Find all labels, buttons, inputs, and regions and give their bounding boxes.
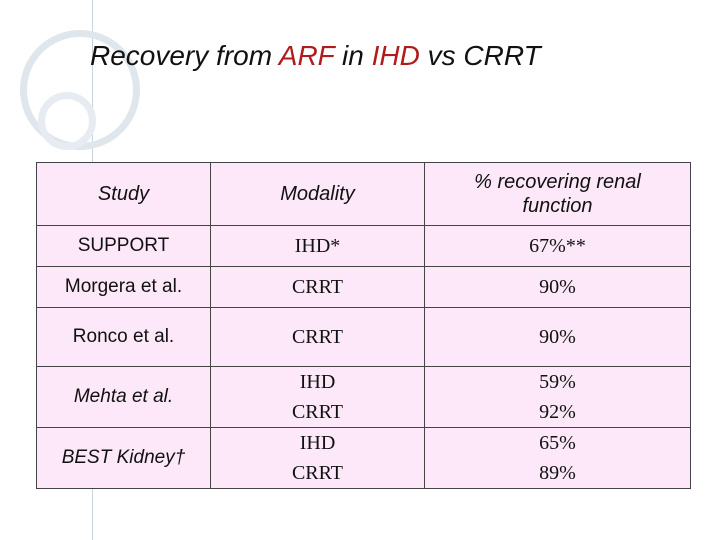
title-highlight-arf: ARF xyxy=(278,40,335,71)
recovery-cell: 90% xyxy=(425,267,691,308)
title-part-3: in xyxy=(334,40,372,71)
title-highlight-ihd: IHD xyxy=(371,40,420,71)
title-part-1: Recovery from xyxy=(90,40,279,71)
modality-cell xyxy=(211,428,425,489)
study-cell: BEST Kidney† xyxy=(37,428,211,489)
modality-cell: CRRT xyxy=(211,267,425,308)
header-recovery: % recovering renal function xyxy=(425,163,691,226)
header-study: Study xyxy=(37,163,211,226)
modality-cell xyxy=(211,367,425,428)
table-row xyxy=(37,428,691,489)
table-row xyxy=(37,267,691,308)
recovery-cell xyxy=(425,428,691,489)
header-modality: Modality xyxy=(211,163,425,226)
table-header-row xyxy=(37,163,691,226)
recovery-cell: 90% xyxy=(425,308,691,367)
recovery-value: 92% xyxy=(539,401,576,423)
recovery-cell xyxy=(425,367,691,428)
table-row xyxy=(37,226,691,267)
modality-value: IHD xyxy=(299,432,336,454)
slide-title xyxy=(90,36,710,76)
modality-value: CRRT xyxy=(291,401,344,423)
modality-cell: IHD* xyxy=(211,226,425,267)
study-cell: Ronco et al. xyxy=(37,308,211,367)
modality-value: CRRT xyxy=(291,462,344,484)
recovery-table xyxy=(36,162,691,489)
title-part-5: vs CRRT xyxy=(419,40,541,71)
study-cell: SUPPORT xyxy=(37,226,211,267)
study-cell: Morgera et al. xyxy=(37,267,211,308)
modality-cell: CRRT xyxy=(211,308,425,367)
recovery-value: 65% xyxy=(539,432,576,454)
recovery-value: 89% xyxy=(539,462,576,484)
decorative-ring-small xyxy=(38,92,96,150)
modality-value: IHD xyxy=(299,371,336,393)
table-row xyxy=(37,367,691,428)
study-cell: Mehta et al. xyxy=(37,367,211,428)
recovery-cell: 67%** xyxy=(425,226,691,267)
recovery-value: 59% xyxy=(539,371,576,393)
table-row xyxy=(37,308,691,367)
